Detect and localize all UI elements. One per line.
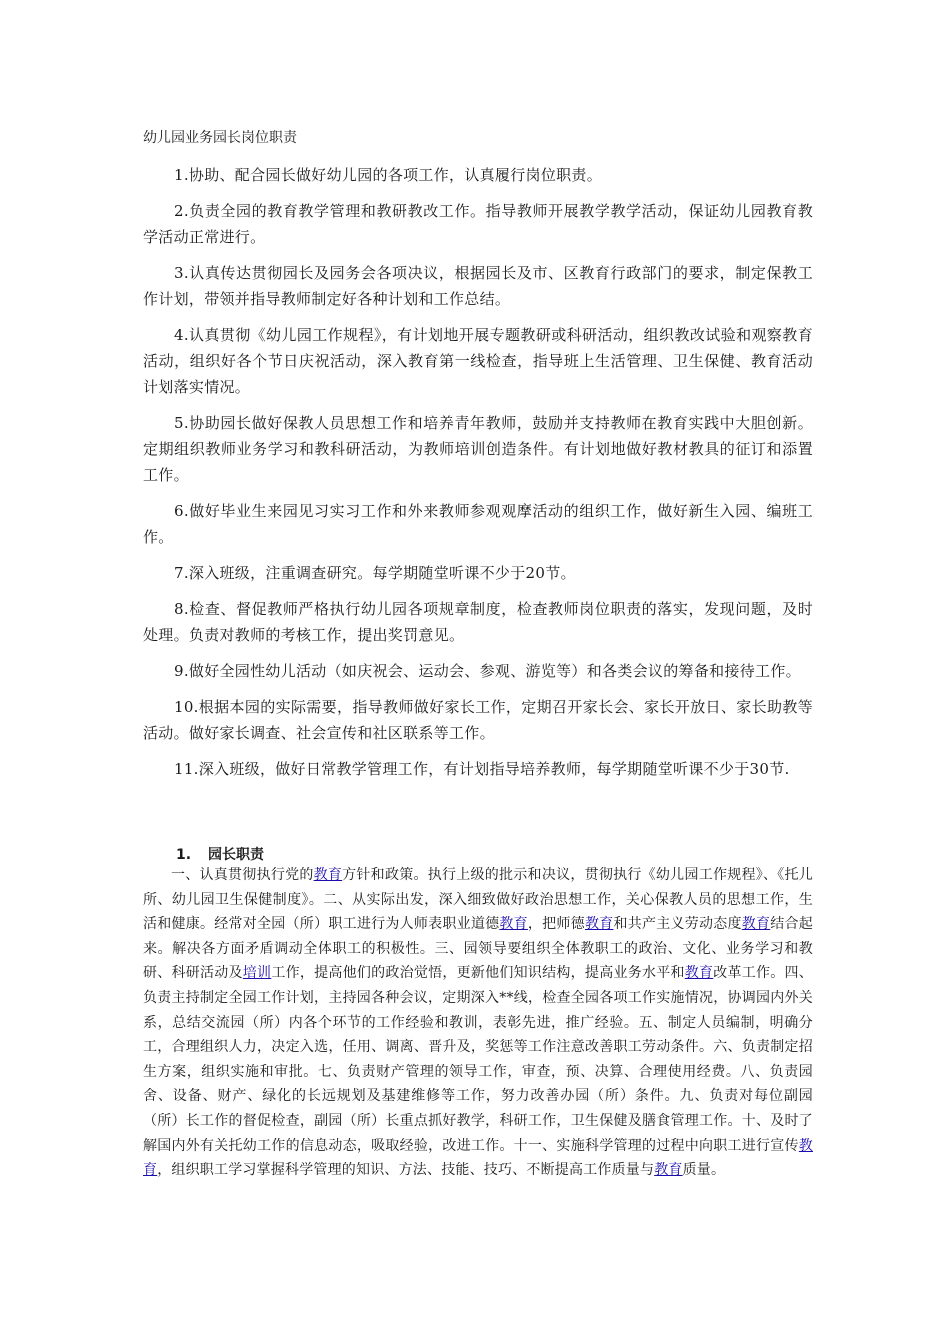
keyword-link[interactable]: 培训 (242, 965, 272, 982)
duties-text: 方针和政策。执行上级的批示和决议，贯彻执行《幼儿园工作规程》、《托儿所、幼儿园卫生保健制度》。二、从实际出发，深入细致做好政治思想工作，关心保教人员的思想工作，生活和健康。经常对全园（所）职工进行为人师表职业道德 (143, 867, 813, 933)
responsibility-item: 3.认真传达贯彻园长及园务会各项决议，根据园长及市、区教育行政部门的要求，制定保教工作计划，带领并指导教师制定好各种计划和工作总结。 (143, 264, 813, 308)
section-title: 园长职责 (208, 847, 264, 863)
keyword-link[interactable]: 教育 (143, 1137, 813, 1179)
director-duties-paragraph (143, 863, 813, 1183)
responsibility-item: 2.负责全园的教育教学管理和教研教改工作。指导教师开展教学教学活动，保证幼儿园教育教学活动正常进行。 (143, 202, 813, 246)
responsibility-item: 8.检查、督促教师严格执行幼儿园各项规章制度，检查教师岗位职责的落实，发现问题，及时处理。负责对教师的考核工作，提出奖罚意见。 (143, 600, 813, 644)
keyword-link[interactable]: 教育 (313, 867, 343, 883)
responsibility-list (143, 162, 813, 792)
keyword-link[interactable]: 教育 (654, 1162, 683, 1179)
keyword-link[interactable]: 教育 (499, 916, 528, 933)
duties-text: 一、认真贯彻执行党的 (171, 867, 314, 883)
duties-text: 工作，提高他们的政治觉悟，更新他们知识结构，提高业务水平和 (271, 965, 685, 982)
responsibility-item: 5.协助园长做好保教人员思想工作和培养青年教师，鼓励并支持教师在教育实践中大胆创新。定期组织教师业务学习和教科研活动，为教师培训创造条件。有计划地做好教材教具的征订和添置工作。 (143, 414, 813, 484)
section-number: 1. (176, 847, 192, 863)
responsibility-item: 1.协助、配合园长做好幼儿园的各项工作，认真履行岗位职责。 (174, 166, 603, 184)
duties-text: ，组织职工学习掌握科学管理的知识、方法、技能、技巧、不断提高工作质量与 (157, 1162, 655, 1179)
keyword-link[interactable]: 教育 (684, 965, 714, 982)
duties-text: ，把师德 (527, 916, 585, 933)
responsibility-item: 7.深入班级，注重调查研究。每学期随堂听课不少于20节。 (174, 564, 576, 582)
duties-text: 和共产主义劳动态度 (613, 916, 742, 933)
responsibility-item: 4.认真贯彻《幼儿园工作规程》，有计划地开展专题教研或科研活动，组织教改试验和观察教育活动，组织好各个节日庆祝活动，深入教育第一线检查，指导班上生活管理、卫生保健、教育活动计划落实情况。 (143, 326, 813, 396)
keyword-link[interactable]: 教育 (741, 916, 771, 933)
responsibility-item: 9.做好全园性幼儿活动（如庆祝会、运动会、参观、游览等）和各类会议的筹备和接待工作。 (174, 662, 801, 680)
responsibility-item: 10.根据本园的实际需要，指导教师做好家长工作，定期召开家长会、家长开放日、家长助教等活动。做好家长调查、社会宣传和社区联系等工作。 (143, 698, 813, 742)
duties-text: 结合起来。解决各方面矛盾调动全体职工的积极性。三、园领导要组织全体教职工的政治、文化、业务学习和教研、科研活动及 (143, 916, 813, 982)
section-heading (176, 845, 264, 865)
document-title: 幼儿园业务园长岗位职责 (143, 130, 297, 146)
duties-text: 改革工作。四、负责主持制定全园工作计划，主持园各种会议，定期深入**线，检查全园各项工作实施情况，协调园内外关系，总结交流园（所）内各个环节的工作经验和教训，表彰先进，推广经验。五、制定人员编制，明确分工，合理组织人力，决定入选，任用、调离、晋升及，奖惩等工作注意改善职工劳动条件。六、负责制定招生方案，组织实施和审批。七、负责财产管理的领导工作，审查，预、决算、合理使用经费。八、负责园舍、设备、财产、绿化的长远规划及基建维修等工作，努力改善办园（所）条件。九、负责对每位副园（所）长工作的督促检查，副园（所）长重点抓好教学，科研工作，卫生保健及膳食管理工作。十、及时了解国内外有关托幼工作的信息动态，吸取经验，改进工作。十一、实施科学管理的过程中向职工进行宣传 (143, 965, 813, 1154)
responsibility-item: 11.深入班级，做好日常教学管理工作，有计划指导培养教师，每学期随堂听课不少于30节. (174, 760, 790, 778)
responsibility-item: 6.做好毕业生来园见习实习工作和外来教师参观观摩活动的组织工作，做好新生入园、编班工作。 (143, 502, 813, 546)
keyword-link[interactable]: 教育 (584, 916, 614, 933)
duties-text: 质量。 (682, 1162, 726, 1179)
